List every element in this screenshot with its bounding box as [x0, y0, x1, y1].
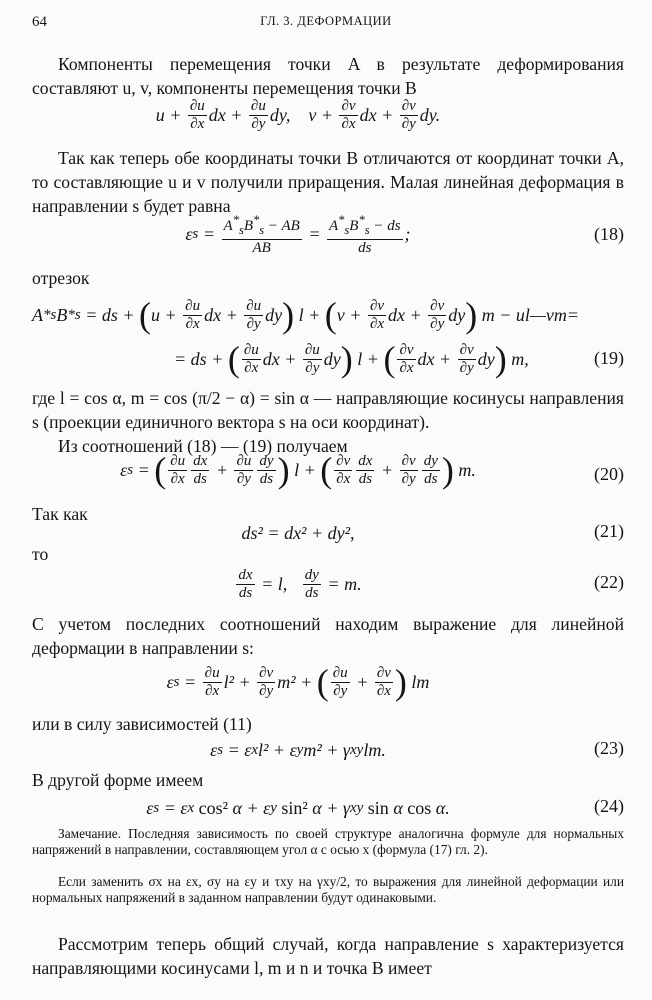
paragraph-by-dependencies: или в силу зависимостей (11) — [32, 714, 252, 734]
equation-strain: ε s = $\frac{\partial u}{\partial x}$ l² + $\frac{\partial v}{\partial y}$ m² + ( $\frac{\partial u}{\partial y}$ + $\frac{\partial v}{\partial x}$ ) lm — [166, 662, 430, 702]
equation-18-number: (18) — [594, 224, 624, 244]
paragraph-increments: Так как теперь обе координаты точки B отличаются от координат точки A, то составляющие u и v получили приращения. Малая линейная деформация в направлении s будет равна — [32, 148, 624, 216]
paragraph-direction-cosines: где l = cos α, m = cos (π/2 − α) = sin α — направляющие косинусы направления s (проекции единичного вектора s на оси координат). — [32, 388, 624, 432]
equation-21-number: (21) — [594, 521, 624, 541]
equation-20: ε s = ( $\frac{\partial u}{\partial x}$ $\frac{dx}{ds}$ + $\frac{\partial u}{\partial y}$ $\frac{dy}{ds}$ ) l + ( $\frac{\partial v}{\partial x}$ $\frac{dx}{ds}$ + $\frac{\partial v}{\partial y}$ $\frac{dy}{ds}$ ) m. (20) — [120, 450, 624, 490]
paragraph-from-relations: Из соотношений (18) — (19) получаем — [58, 436, 348, 456]
equation-displacements: u + $\frac{\partial u}{\partial x}$ dx + $\frac{\partial u}{\partial y}$ dy, v + $\frac{\partial v}{\partial x}$ dx + $\frac{\partial v}{\partial y}$ dy. — [155, 98, 441, 132]
paragraph-displacements: Компоненты перемещения точки A в результате деформирования составляют u, v, компоненты перемещения точки B — [32, 54, 624, 98]
equation-22-number: (22) — [594, 572, 624, 592]
equation-20-number: (20) — [594, 464, 624, 484]
note-replacement: Если заменить σx на εx, σy на εy и τxy на γxy/2, то выражения для линейной деформации или нормальных напряжений в заданном направлении будут одинаковыми. — [32, 874, 624, 905]
word-since: Так как — [32, 504, 88, 524]
paragraph-other-form: В другой форме имеем — [32, 770, 204, 790]
equation-23-number: (23) — [594, 738, 624, 758]
page-number: 64 — [32, 14, 47, 30]
equation-19-number: (19) — [594, 348, 624, 368]
equation-24-number: (24) — [594, 796, 624, 816]
equation-24: ε s = ε x cos² α + ε y sin² α + γ xy sin α cos α. (24) — [146, 796, 624, 818]
equation-21: ds² = dx² + dy², (21) — [241, 521, 624, 543]
equation-19-line1: A * s B * s = ds + ( u + $\frac{\partial u}{\partial x}$ dx + $\frac{\partial u}{\partial y}$ dy ) l + ( v + $\frac{\partial v}{\partial x}$ dx + $\frac{\partial v}{\partial y}$ dy ) m − ul—vm= — [32, 295, 580, 335]
equation-19-line2: = ds + ( $\frac{\partial u}{\partial x}$ dx + $\frac{\partial u}{\partial y}$ dy ) l + ( $\frac{\partial v}{\partial x}$ dx + $\frac{\partial v}{\partial y}$ dy ) m, (19) — [174, 339, 624, 379]
word-segment: отрезок — [32, 268, 90, 288]
page-header — [32, 14, 620, 34]
equation-18: ε s = $\frac{A^*_sB^*_s - AB}{AB}$ = $\frac{A^*_sB^*_s - ds}{ds}$ ; (18) — [185, 213, 624, 256]
equation-23: ε s = ε x l² + ε y m² + γ xy lm. (23) — [210, 738, 624, 760]
paragraph-general-case: Рассмотрим теперь общий случай, когда направление s характеризуется направляющими косинусами l, m и n и точка B имеет — [32, 934, 624, 978]
word-then: то — [32, 544, 49, 564]
note-remark: Замечание. Последняя зависимость по своей структуре аналогична формуле для нормальных напряжений в направлении, составляющем угол α с осью x (формула (17) гл. 2). — [32, 826, 624, 857]
paragraph-taking-into-account: С учетом последних соотношений находим выражение для линейной деформации в направлении s: — [32, 614, 624, 658]
equation-22: $\frac{dx}{ds}$ = l, $\frac{dy}{ds}$ = m. (22) — [238, 566, 624, 601]
running-title: ГЛ. 3. ДЕФОРМАЦИИ — [260, 14, 392, 28]
